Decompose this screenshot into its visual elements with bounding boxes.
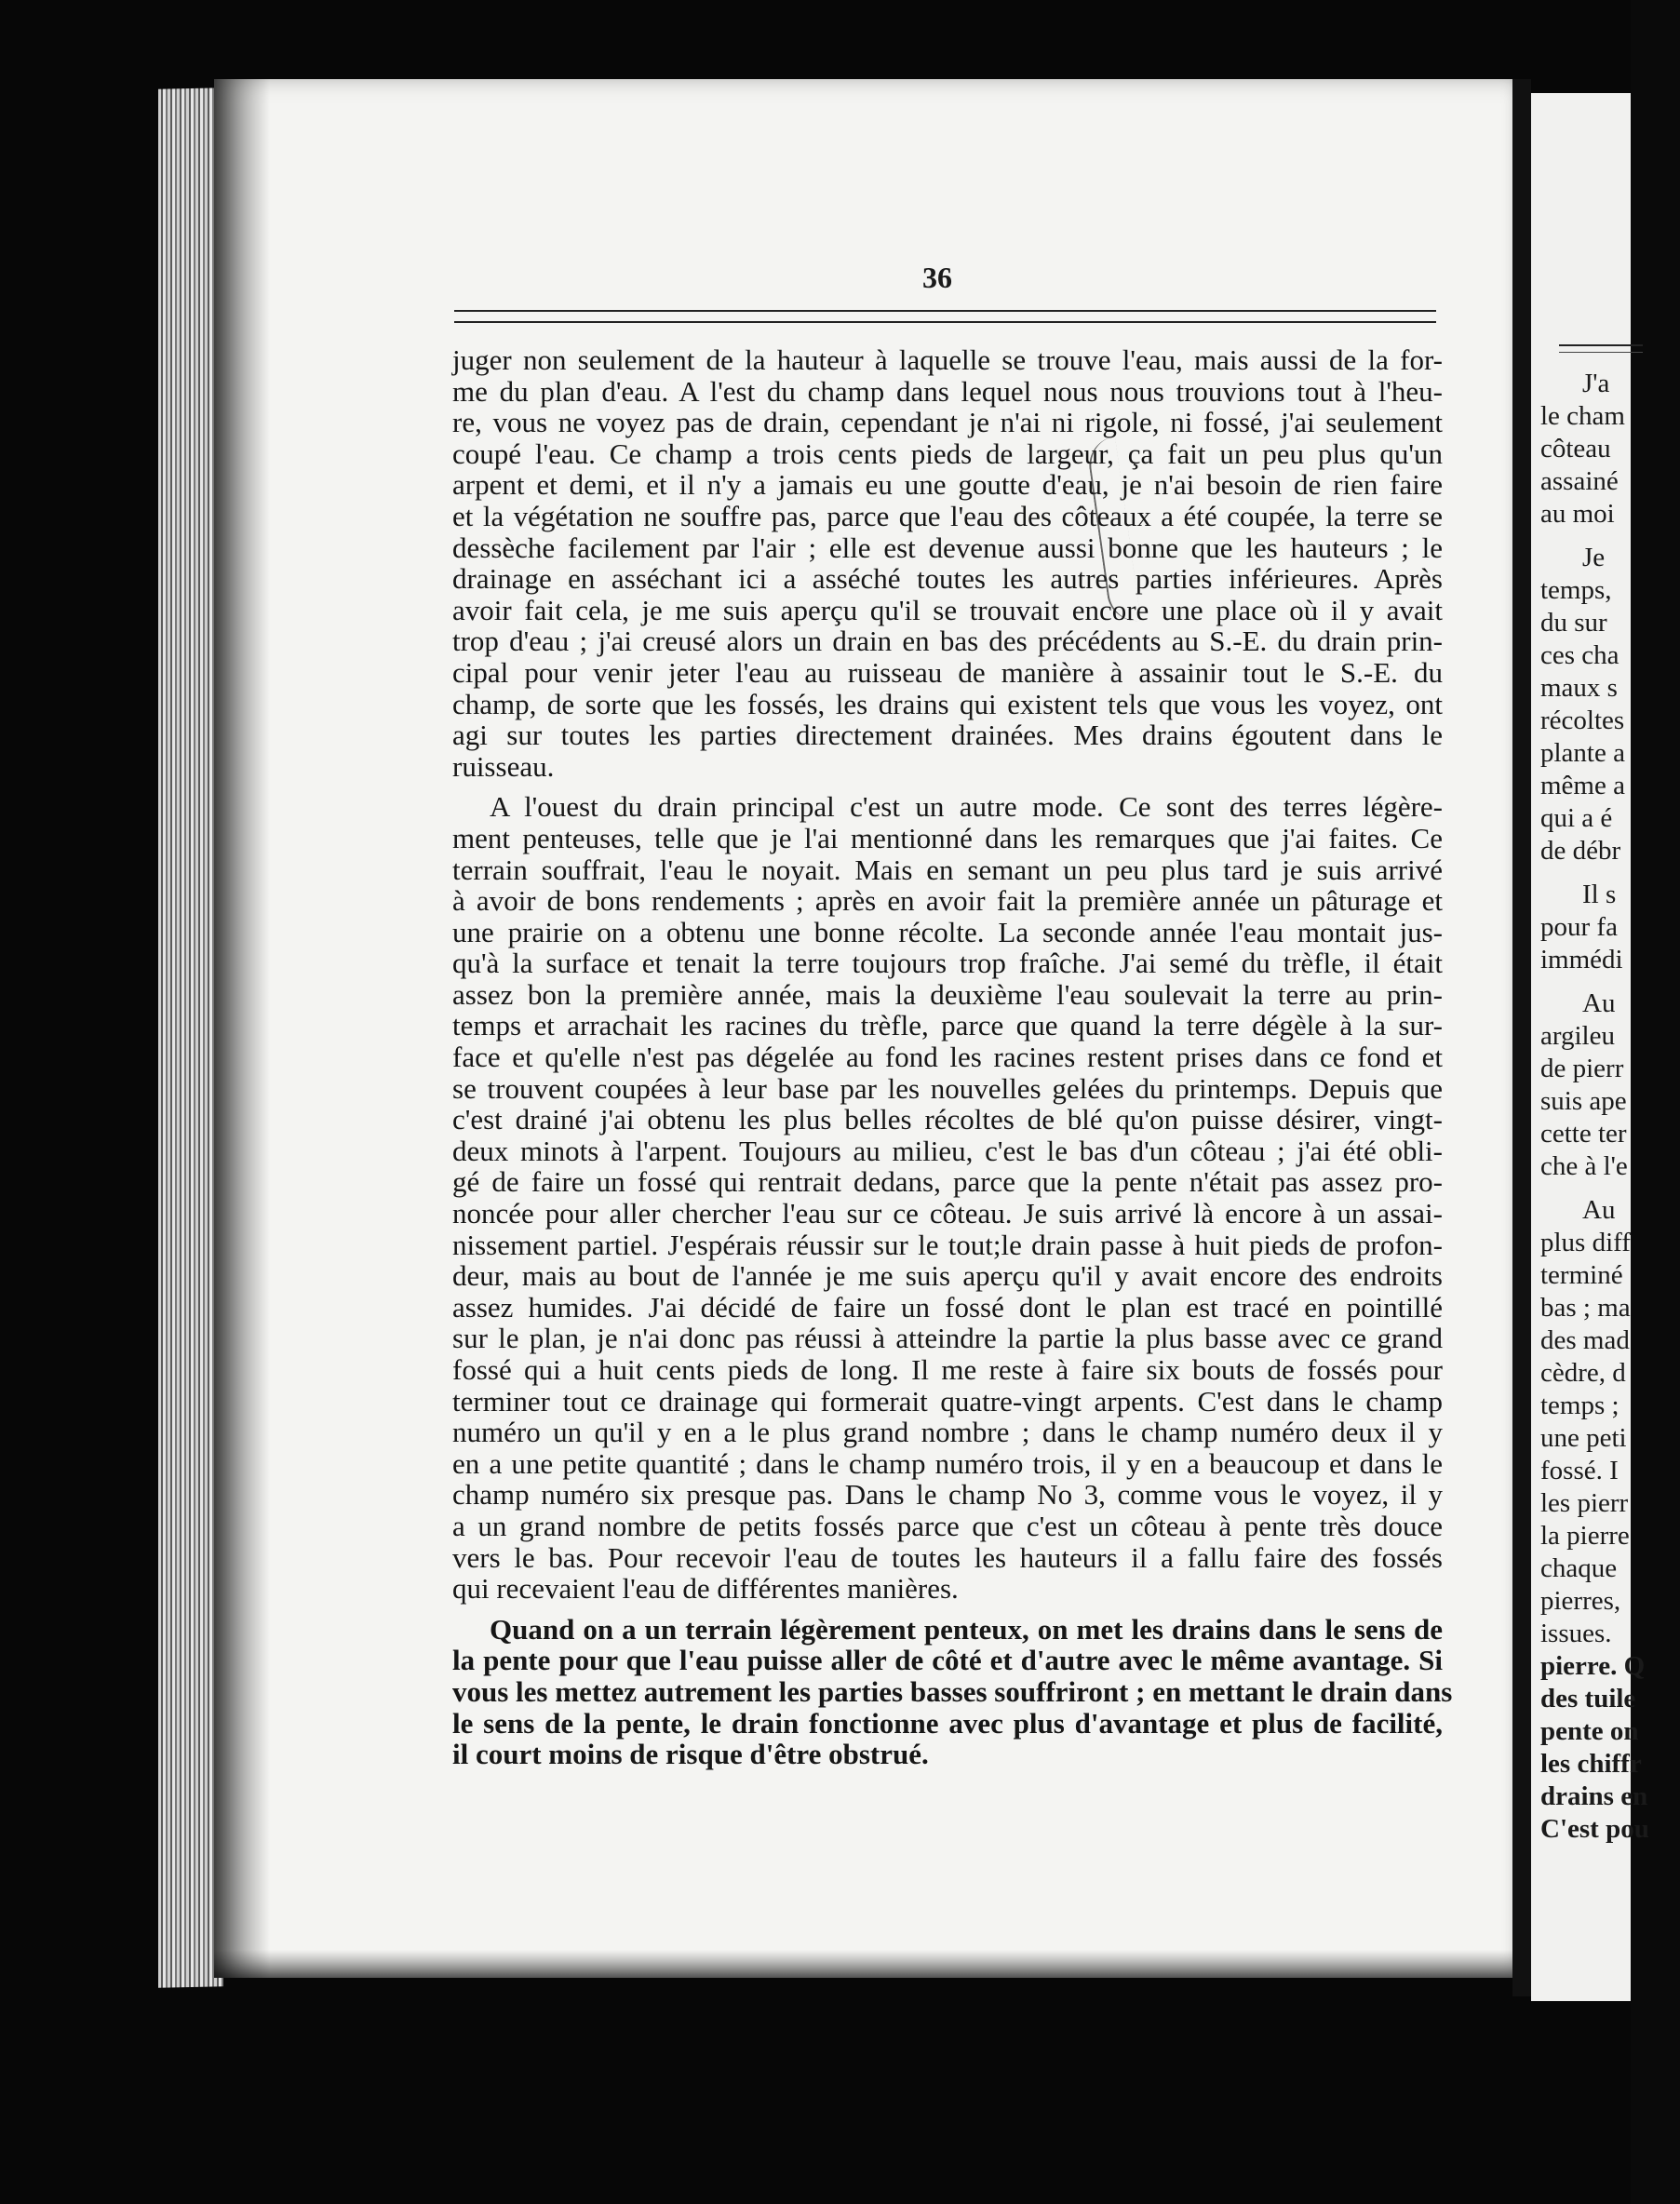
right-page-text-line: drains en xyxy=(1540,1781,1648,1811)
right-page-text-line: des mad xyxy=(1540,1325,1630,1355)
right-page-text-line: assainé xyxy=(1540,466,1619,496)
right-page-text-line: pierre. Q xyxy=(1540,1651,1646,1681)
right-page-text xyxy=(1531,368,1680,1846)
text-line: vers le bas. Pour recevoir l'eau de toutes les hauteurs il a fallu faire des fossés xyxy=(452,1540,1443,1574)
text-line: agi sur toutes les parties directement drainées. Mes drains égoutent dans le xyxy=(452,719,1443,752)
text-line: qu'à la surface et tenait la terre toujours trop fraîche. J'ai semé du trèfle, il était xyxy=(452,947,1443,980)
right-page-text-line: temps ; xyxy=(1540,1391,1620,1420)
right-page-text-line: issues. xyxy=(1540,1619,1612,1648)
right-page-text-line: Au xyxy=(1582,988,1616,1018)
text-line: dessèche facilement par l'air ; elle est devenue aussi bonne que les hauteurs ; le xyxy=(452,531,1443,564)
text-line: terrain souffrait, l'eau le noyait. Mais en semant un peu plus tard je suis arrivé xyxy=(452,853,1443,886)
right-page-text-line: même a xyxy=(1540,771,1625,800)
text-line: gé de faire un fossé qui rentrait dedans, parce que la pente n'était pas assez pro- xyxy=(452,1165,1443,1199)
right-page-text-line: suis ape xyxy=(1540,1086,1627,1116)
right-page-text-line: au moi xyxy=(1540,499,1615,529)
right-page-text-line: côteau xyxy=(1540,434,1611,464)
text-line: drainage en asséchant ici a asséché toutes les autres parties inférieures. Après xyxy=(452,562,1443,596)
right-page-text-line: pour fa xyxy=(1540,912,1618,942)
text-line: a un grand nombre de petits fossés parce que c'est un côteau à pente très douce xyxy=(452,1509,1443,1542)
text-line: fossé qui a huit cents pieds de long. Il me reste à faire six bouts de fossés pour xyxy=(452,1353,1443,1386)
right-page-text-line: le cham xyxy=(1540,401,1625,431)
right-page-text-line: pierres, xyxy=(1540,1586,1621,1616)
right-page-text-line: temps, xyxy=(1540,575,1612,605)
text-line: sur le plan, je n'ai donc pas réussi à atteindre la partie la plus basse avec ce grand xyxy=(452,1322,1443,1355)
page-number: 36 xyxy=(922,261,952,294)
text-line: terminer tout ce drainage qui formerait quatre-vingt arpents. C'est dans le champ xyxy=(452,1384,1443,1418)
text-line: A l'ouest du drain principal c'est un autre mode. Ce sont des terres légère- xyxy=(490,790,1443,824)
right-page-text-line: J'a xyxy=(1582,369,1610,398)
right-page-text-line: cette ter xyxy=(1540,1119,1627,1149)
book-gutter xyxy=(1512,79,1531,1996)
text-line: qui recevaient l'eau de différentes manières. xyxy=(452,1572,959,1606)
text-line: face et qu'elle n'est pas dégelée au fond les racines restent prises dans ce fond et xyxy=(452,1041,1443,1074)
right-page-text-line: bas ; ma xyxy=(1540,1293,1631,1323)
text-line: ruisseau. xyxy=(452,749,555,783)
text-line: trop d'eau ; j'ai creusé alors un drain en bas des précédents au S.-E. du drain prin- xyxy=(452,625,1443,658)
right-page-text-line: immédi xyxy=(1540,945,1623,974)
right-page xyxy=(1531,93,1649,2001)
right-page-text-line: de pierr xyxy=(1540,1054,1624,1083)
text-line: le sens de la pente, le drain fonctionne avec plus d'avantage et plus de facilité, xyxy=(452,1706,1443,1740)
text-line: re, vous ne voyez pas de drain, cependant je n'ai ni rigole, ni fossé, j'ai seulement xyxy=(452,406,1443,439)
text-line: en a une petite quantité ; dans le champ numéro trois, il y en a beaucoup et dans le xyxy=(452,1446,1443,1480)
right-page-text-line: récoltes xyxy=(1540,706,1625,735)
text-line: la pente pour que l'eau puisse aller de côté et d'autre avec le même avantage. Si xyxy=(452,1644,1443,1677)
page-body-text xyxy=(452,343,1453,1771)
text-line: coupé l'eau. Ce champ a trois cents pieds de largeur, ça fait un peu plus qu'un xyxy=(452,437,1443,470)
right-page-text-line: qui a é xyxy=(1540,803,1613,833)
right-page-text-line: ces cha xyxy=(1540,640,1620,670)
right-page-text-line: les pierr xyxy=(1540,1488,1629,1518)
text-line: à avoir de bons rendements ; après en avoir fait la première année un pâturage et xyxy=(452,884,1443,918)
page-bottom-shadow xyxy=(214,1950,1512,1978)
right-page-text-line: cèdre, d xyxy=(1540,1358,1626,1388)
right-page-text-line: la pierre xyxy=(1540,1521,1630,1551)
right-page-text-line: chaque xyxy=(1540,1553,1618,1583)
text-line: champ numéro six presque pas. Dans le champ No 3, comme vous le voyez, il y xyxy=(452,1478,1443,1512)
text-line: arpent et demi, et il n'y a jamais eu une goutte d'eau, je n'ai besoin de rien faire xyxy=(452,468,1443,502)
right-page-text-line: les chiffr xyxy=(1540,1749,1642,1779)
text-line: ment penteuses, telle que je l'ai mentionné dans les remarques que j'ai faites. Ce xyxy=(452,821,1443,854)
right-page-text-line: plus diff xyxy=(1540,1228,1631,1257)
right-page-text-line: terminé xyxy=(1540,1260,1623,1290)
right-page-text-line: argileu xyxy=(1540,1021,1615,1051)
text-line: assez humides. J'ai décidé de faire un fossé dont le plan est tracé en pointillé xyxy=(452,1290,1443,1324)
text-line: c'est drainé j'ai obtenu les plus belles récoltes de blé qu'on puisse désirer, vingt- xyxy=(452,1103,1443,1136)
right-page-text-line: fossé. I xyxy=(1540,1456,1619,1485)
right-page-text-line: une peti xyxy=(1540,1423,1627,1453)
right-page-header-rule xyxy=(1559,344,1643,353)
right-page-text-line: plante a xyxy=(1540,738,1625,768)
text-line: vous les mettez autrement les parties basses souffriront ; en mettant le drain dans xyxy=(452,1674,1453,1708)
right-page-text-line: des tuile xyxy=(1540,1684,1636,1713)
header-rule xyxy=(454,310,1436,323)
text-line: deur, mais au bout de l'année je me suis aperçu qu'il y avait encore des endroits xyxy=(452,1259,1443,1293)
text-line: cipal pour venir jeter l'eau au ruisseau de manière à assainir tout le S.-E. du xyxy=(452,655,1443,689)
text-line: une prairie on a obtenu une bonne récolte. La seconde année l'eau montait jus- xyxy=(452,915,1443,948)
text-line: me du plan d'eau. A l'est du champ dans lequel nous nous trouvions tout à l'heu- xyxy=(452,374,1443,408)
text-line: se trouvent coupées à leur base par les nouvelles gelées du printemps. Depuis que xyxy=(452,1071,1443,1105)
text-line: juger non seulement de la hauteur à laquelle se trouve l'eau, mais aussi de la for- xyxy=(452,343,1443,376)
text-line: numéro un qu'il y en a le plus grand nombre ; dans le champ numéro deux il y xyxy=(452,1416,1443,1449)
text-line: noncée pour aller chercher l'eau sur ce côteau. Je suis arrivé là encore à un assai- xyxy=(452,1197,1443,1230)
text-line: nissement partiel. J'espérais réussir sur le tout;le drain passe à huit pieds de profon- xyxy=(452,1228,1443,1261)
right-page-text-line: Il s xyxy=(1582,880,1617,909)
right-page-text-line: pente on xyxy=(1540,1716,1639,1746)
text-line: il court moins de risque d'être obstrué. xyxy=(452,1738,929,1771)
right-page-text-line: Je xyxy=(1582,543,1606,572)
text-line: avoir fait cela, je me suis aperçu qu'il se trouvait encore une place où il y avait xyxy=(452,593,1443,626)
right-page-text-line: de débr xyxy=(1540,836,1621,866)
right-page-text-line: C'est pou xyxy=(1540,1814,1649,1844)
right-page-text-line: che à l'e xyxy=(1540,1151,1628,1181)
text-line: et la végétation ne souffre pas, parce que l'eau des côteaux a été coupée, la terre se xyxy=(452,499,1443,532)
text-line: champ, de sorte que les fossés, les drains qui existent tels que vous les voyez, ont xyxy=(452,687,1443,720)
right-page-text-line: Au xyxy=(1582,1195,1616,1225)
text-line: temps et arrachait les racines du trèfle, parce que quand la terre dégèle à la sur- xyxy=(452,1009,1443,1042)
text-line: Quand on a un terrain légèrement penteux, on met les drains dans le sens de xyxy=(490,1612,1443,1646)
right-page-text-line: maux s xyxy=(1540,673,1618,703)
right-page-text-line: du sur xyxy=(1540,608,1607,638)
text-line: deux minots à l'arpent. Toujours au milieu, c'est le bas d'un côteau ; j'ai été obli- xyxy=(452,1134,1443,1167)
text-line: assez bon la première année, mais la deuxième l'eau soulevait la terre au prin- xyxy=(452,977,1443,1011)
